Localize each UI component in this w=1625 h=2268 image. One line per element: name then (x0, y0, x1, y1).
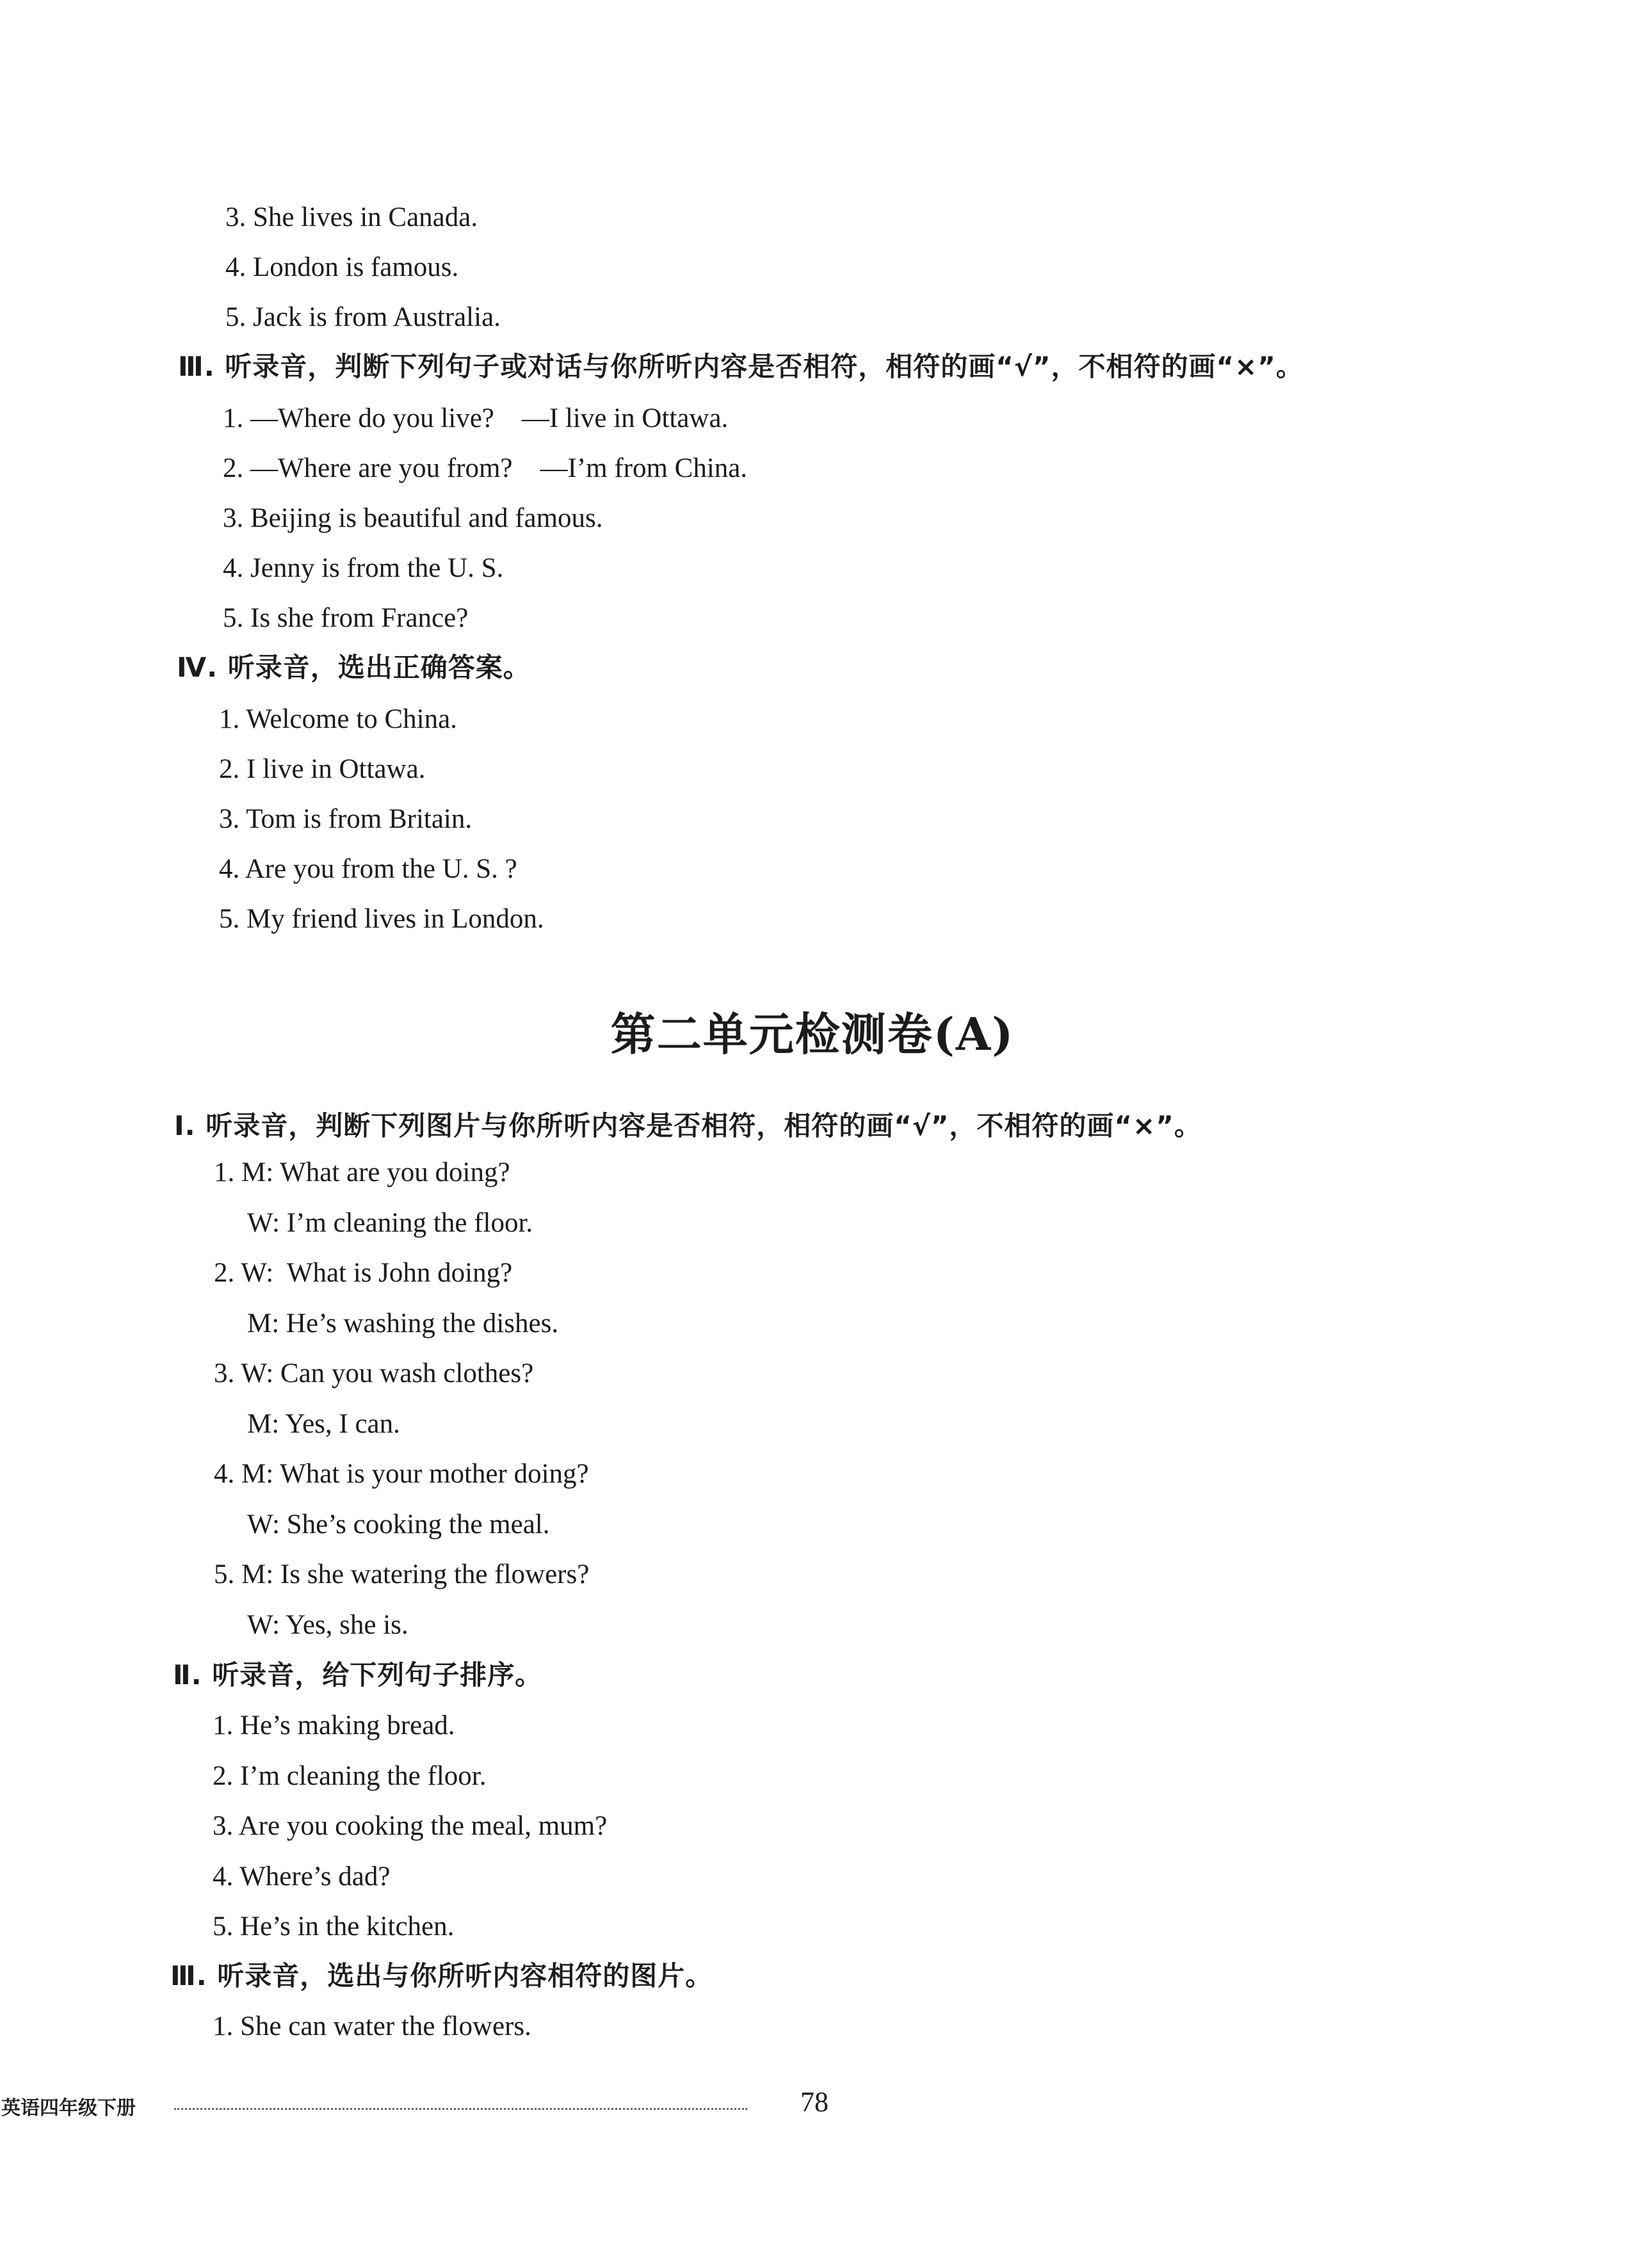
list-item: 1. She can water the flowers. (213, 2011, 531, 2041)
list-item: 1. He’s making bread. (213, 1710, 455, 1741)
list-item: 3. Are you cooking the meal, mum? (213, 1811, 608, 1841)
list-item: 5. He’s in the kitchen. (213, 1911, 455, 1942)
dialogue-line: 3. W: Can you wash clothes? (214, 1358, 534, 1388)
footer-divider (174, 2108, 747, 2110)
page-number: 78 (800, 2086, 829, 2118)
list-item: 4. Jenny is from the U. S. (223, 553, 504, 583)
section-heading-3: Ⅲ. 听录音，判断下列句子或对话与你所听内容是否相符，相符的画“√”，不相符的画“×”。 (178, 351, 1304, 382)
list-item: 4. London is famous. (225, 252, 459, 282)
list-item: 5. Is she from France? (223, 603, 469, 633)
dialogue-line: 4. M: What is your mother doing? (214, 1459, 589, 1489)
section-heading-4: Ⅳ. 听录音，选出正确答案。 (177, 652, 531, 683)
list-item: 2. I live in Ottawa. (219, 754, 426, 784)
list-item: 4. Where’s dad? (213, 1862, 391, 1892)
list-item: 5. Jack is from Australia. (225, 302, 501, 332)
dialogue-line: W: She’s cooking the meal. (247, 1509, 550, 1540)
dialogue-line: 5. M: Is she watering the flowers? (214, 1559, 590, 1589)
dialogue-line: 1. M: What are you doing? (214, 1157, 510, 1187)
list-item: 3. Beijing is beautiful and famous. (223, 503, 603, 533)
dialogue-line: M: He’s washing the dishes. (247, 1308, 559, 1339)
dialogue-line: M: Yes, I can. (247, 1409, 400, 1439)
list-item: 2. —Where are you from? —I’m from China. (223, 453, 748, 483)
dialogue-line: W: I’m cleaning the floor. (247, 1208, 533, 1238)
dialogue-line: 2. W: What is John doing? (214, 1258, 513, 1288)
page-title: 第二单元检测卷(A) (610, 1008, 1015, 1061)
list-item: 3. Tom is from Britain. (219, 804, 473, 834)
list-item: 5. My friend lives in London. (219, 904, 544, 934)
section-heading-2: Ⅱ. 听录音，给下列句子排序。 (173, 1659, 543, 1691)
footer-book-label: 英语四年级下册 (1, 2097, 136, 2119)
list-item: 2. I’m cleaning the floor. (213, 1761, 487, 1791)
dialogue-line: W: Yes, she is. (247, 1610, 408, 1640)
list-item: 3. She lives in Canada. (225, 202, 478, 232)
list-item: 1. Welcome to China. (219, 704, 457, 734)
list-item: 1. —Where do you live? —I live in Ottawa. (223, 403, 729, 433)
section-heading-3b: Ⅲ. 听录音，选出与你所听内容相符的图片。 (170, 1960, 713, 1991)
list-item: 4. Are you from the U. S. ? (219, 854, 517, 884)
section-heading-1: Ⅰ. 听录音，判断下列图片与你所听内容是否相符，相符的画“√”，不相符的画“×”。 (174, 1110, 1202, 1141)
